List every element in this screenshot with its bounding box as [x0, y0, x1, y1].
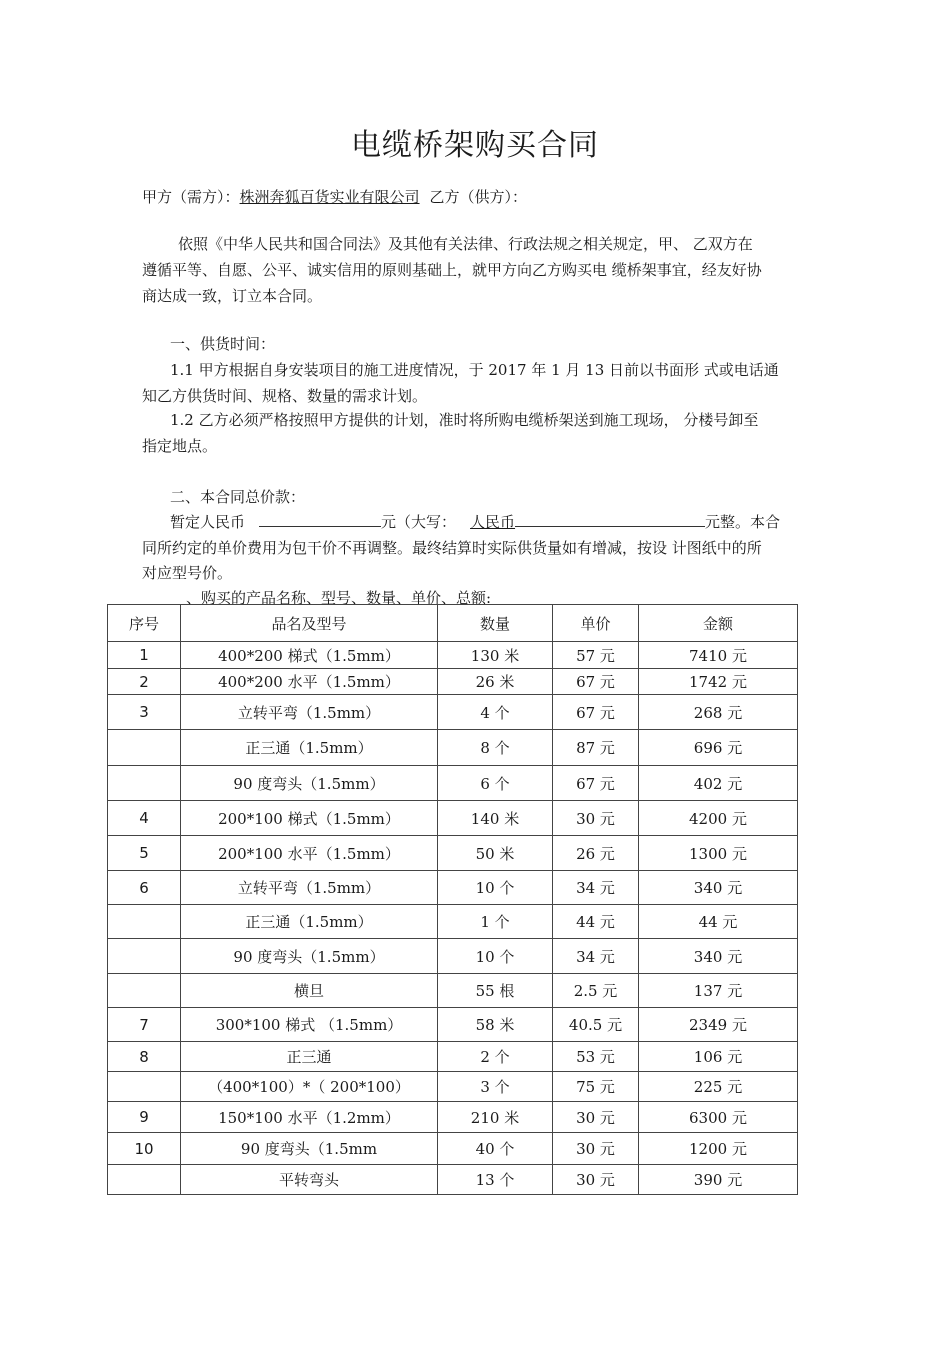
row-product: （400*100）*（ 200*100）	[181, 1072, 438, 1102]
row-unit-price: 57 元	[553, 642, 639, 669]
party-a-name: 株洲奔狐百货实业有限公司	[239, 188, 420, 206]
row-index	[108, 1165, 181, 1195]
price-prefix: 暂定人民币	[170, 513, 246, 531]
row-amount: 1742 元	[639, 669, 798, 695]
table-row	[108, 695, 798, 730]
row-unit-price: 2.5 元	[553, 974, 639, 1008]
table-row	[108, 1008, 798, 1042]
table-row	[108, 939, 798, 974]
capital-amount-blank	[515, 512, 705, 527]
document-title: 电缆桥架购买合同	[351, 128, 599, 163]
row-unit-price: 30 元	[553, 801, 639, 836]
row-amount: 268 元	[639, 695, 798, 730]
party-b-label: 乙方（供方）：	[429, 188, 528, 206]
row-unit-price: 30 元	[553, 1165, 639, 1195]
row-quantity: 58 米	[438, 1008, 553, 1042]
section1-heading: 一、供货时间：	[170, 335, 276, 353]
row-quantity: 13 个	[438, 1165, 553, 1195]
row-index: 6	[108, 871, 181, 905]
table-row	[108, 1133, 798, 1165]
row-unit-price: 26 元	[553, 836, 639, 871]
section1-line: 知乙方供货时间、规格、数量的需求计划。	[142, 387, 428, 405]
row-index	[108, 766, 181, 801]
section1-line: 1.1 甲方根据自身安装项目的施工进度情况，于 2017 年 1 月 13 日前以书面形 式或电话通	[170, 361, 779, 379]
row-quantity: 40 个	[438, 1133, 553, 1165]
price-unit: 元（大写：	[381, 513, 457, 531]
product-table	[107, 604, 798, 1195]
header-cell-index: 序号	[108, 605, 181, 642]
row-product: 立转平弯（1.5mm）	[181, 871, 438, 905]
price-suffix: 元整。本合	[705, 513, 781, 531]
table-row	[108, 801, 798, 836]
header-cell-amount: 金额	[639, 605, 798, 642]
parties-line	[142, 186, 527, 207]
row-unit-price: 34 元	[553, 939, 639, 974]
table-header-row	[108, 605, 798, 642]
row-quantity: 26 米	[438, 669, 553, 695]
row-product: 90 度弯头（1.5mm）	[181, 939, 438, 974]
table-row	[108, 1102, 798, 1133]
table-caption: 、购买的产品名称、型号、数量、单价、总额:	[186, 589, 492, 607]
row-product: 90 度弯头（1.5mm）	[181, 766, 438, 801]
row-amount: 1200 元	[639, 1133, 798, 1165]
row-amount: 340 元	[639, 939, 798, 974]
row-unit-price: 67 元	[553, 766, 639, 801]
table-row	[108, 1165, 798, 1195]
row-index: 7	[108, 1008, 181, 1042]
row-quantity: 1 个	[438, 905, 553, 939]
row-product: 横旦	[181, 974, 438, 1008]
row-amount: 106 元	[639, 1042, 798, 1072]
table-row	[108, 871, 798, 905]
row-product: 正三通（1.5mm）	[181, 905, 438, 939]
row-product: 立转平弯（1.5mm）	[181, 695, 438, 730]
row-quantity: 50 米	[438, 836, 553, 871]
table-row	[108, 974, 798, 1008]
row-product: 正三通（1.5mm）	[181, 730, 438, 766]
row-product: 正三通	[181, 1042, 438, 1072]
row-product: 400*200 水平（1.5mm）	[181, 669, 438, 695]
table-row	[108, 766, 798, 801]
row-index: 4	[108, 801, 181, 836]
row-amount: 7410 元	[639, 642, 798, 669]
intro-line: 遵循平等、自愿、公平、诚实信用的原则基础上，就甲方向乙方购买电 缆桥架事宜，经友好协	[142, 261, 762, 279]
row-index	[108, 1072, 181, 1102]
table-row	[108, 730, 798, 766]
row-product: 200*100 水平（1.5mm）	[181, 836, 438, 871]
row-index: 10	[108, 1133, 181, 1165]
header-cell-unit-price: 单价	[553, 605, 639, 642]
row-unit-price: 67 元	[553, 669, 639, 695]
row-unit-price: 30 元	[553, 1102, 639, 1133]
row-amount: 137 元	[639, 974, 798, 1008]
row-product: 平转弯头	[181, 1165, 438, 1195]
row-amount: 44 元	[639, 905, 798, 939]
row-index: 1	[108, 642, 181, 669]
table-row	[108, 836, 798, 871]
row-unit-price: 67 元	[553, 695, 639, 730]
row-product: 90 度弯头（1.5mm	[181, 1133, 438, 1165]
row-unit-price: 87 元	[553, 730, 639, 766]
row-index: 5	[108, 836, 181, 871]
row-amount: 390 元	[639, 1165, 798, 1195]
row-unit-price: 44 元	[553, 905, 639, 939]
row-index	[108, 974, 181, 1008]
party-a-label: 甲方（需方）：	[142, 188, 240, 206]
row-quantity: 55 根	[438, 974, 553, 1008]
row-index: 8	[108, 1042, 181, 1072]
row-amount: 696 元	[639, 730, 798, 766]
row-unit-price: 53 元	[553, 1042, 639, 1072]
table-row	[108, 1072, 798, 1102]
row-unit-price: 75 元	[553, 1072, 639, 1102]
table-row	[108, 1042, 798, 1072]
intro-line: 商达成一致，订立本合同。	[142, 287, 323, 305]
row-amount: 225 元	[639, 1072, 798, 1102]
row-product: 200*100 梯式（1.5mm）	[181, 801, 438, 836]
row-quantity: 2 个	[438, 1042, 553, 1072]
section1-line: 指定地点。	[142, 437, 218, 455]
row-unit-price: 40.5 元	[553, 1008, 639, 1042]
row-amount: 340 元	[639, 871, 798, 905]
row-quantity: 3 个	[438, 1072, 553, 1102]
row-unit-price: 30 元	[553, 1133, 639, 1165]
section1-line: 1.2 乙方必须严格按照甲方提供的计划，准时将所购电缆桥架送到施工现场， 分楼号卸至	[170, 411, 759, 429]
row-index	[108, 939, 181, 974]
price-line	[170, 511, 780, 532]
amount-blank	[259, 512, 381, 527]
table-row	[108, 669, 798, 695]
row-index: 3	[108, 695, 181, 730]
row-index: 2	[108, 669, 181, 695]
section2-heading: 二、本合同总价款：	[170, 488, 306, 506]
row-index	[108, 905, 181, 939]
row-quantity: 10 个	[438, 871, 553, 905]
row-quantity: 10 个	[438, 939, 553, 974]
row-amount: 6300 元	[639, 1102, 798, 1133]
intro-line: 依照《中华人民共和国合同法》及其他有关法律、行政法规之相关规定，甲、 乙双方在	[178, 235, 753, 253]
row-quantity: 130 米	[438, 642, 553, 669]
row-quantity: 4 个	[438, 695, 553, 730]
row-amount: 2349 元	[639, 1008, 798, 1042]
row-amount: 402 元	[639, 766, 798, 801]
row-product: 300*100 梯式 （1.5mm）	[181, 1008, 438, 1042]
row-amount: 1300 元	[639, 836, 798, 871]
row-unit-price: 34 元	[553, 871, 639, 905]
row-quantity: 210 米	[438, 1102, 553, 1133]
table-row	[108, 642, 798, 669]
row-quantity: 140 米	[438, 801, 553, 836]
header-cell-quantity: 数量	[438, 605, 553, 642]
row-amount: 4200 元	[639, 801, 798, 836]
table-row	[108, 905, 798, 939]
row-index: 9	[108, 1102, 181, 1133]
header-cell-name: 品名及型号	[181, 605, 438, 642]
capital-amount-prefix: 人民币	[470, 513, 516, 531]
row-quantity: 6 个	[438, 766, 553, 801]
row-product: 400*200 梯式（1.5mm）	[181, 642, 438, 669]
row-product: 150*100 水平（1.2mm）	[181, 1102, 438, 1133]
section2-line: 对应型号价。	[142, 564, 233, 582]
row-index	[108, 730, 181, 766]
section2-line: 同所约定的单价费用为包干价不再调整。最终结算时实际供货量如有增减，按设 计图纸中的所	[142, 539, 762, 557]
row-quantity: 8 个	[438, 730, 553, 766]
